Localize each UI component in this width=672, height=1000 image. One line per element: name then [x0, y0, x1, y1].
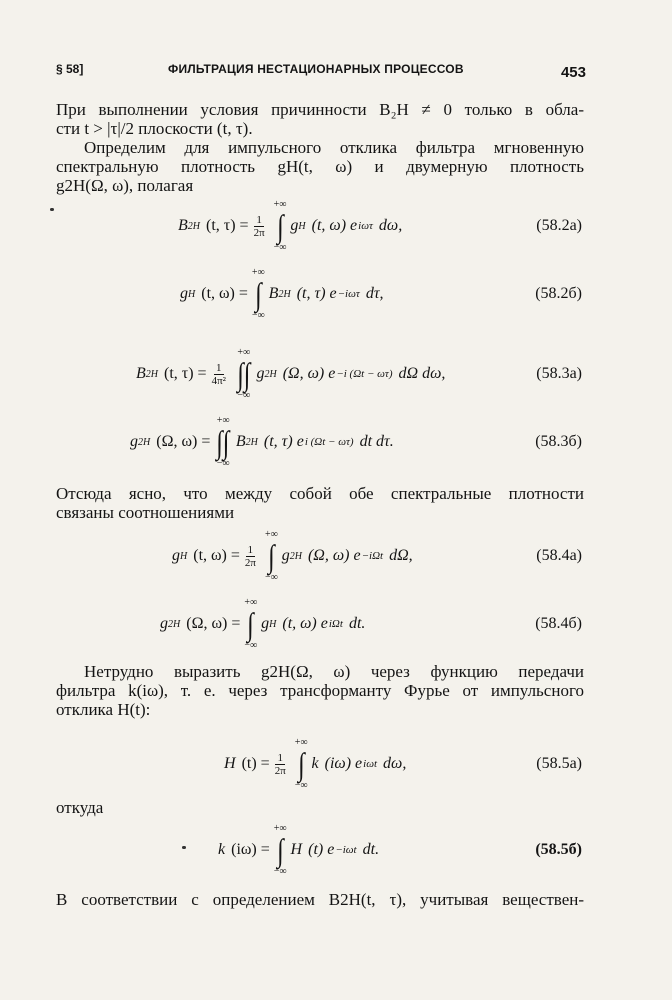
equation-number: (58.2а)	[536, 217, 582, 234]
text-line: При выполнении условия причинности B₂H ≠ 0 только в обла-	[56, 100, 584, 119]
equation-58-4b: g 2H (Ω, ω) = +∞ ∫ −∞ g H (t, ω) e iΩt dt. (58.4б)	[160, 597, 582, 651]
text-line: спектральную плотность gH(t, ω) и двумерную плотность	[56, 157, 584, 176]
text-line: отклика H(t):	[56, 700, 151, 719]
equation-58-5b: k (iω) = +∞ ∫ −∞ H (t) e −iωt dt. (58.5б)	[218, 823, 582, 877]
paragraph-definitions	[56, 138, 584, 195]
text-line: Отсюда ясно, что между собой обе спектральные плотности	[56, 484, 584, 503]
chapter-title: ФИЛЬТРАЦИЯ НЕСТАЦИОНАРНЫХ ПРОЦЕССОВ	[168, 62, 464, 76]
text-line: откуда	[56, 798, 104, 817]
text-line: В соответствии с определением B2H(t, τ), учитывая веществен-	[56, 890, 584, 909]
paragraph-definition-continuation	[56, 890, 584, 909]
text-line: связаны соотношениями	[56, 503, 235, 522]
equation-number: (58.4б)	[535, 615, 582, 632]
text-line: сти t > |τ|/2 плоскости (t, τ).	[56, 119, 253, 138]
equation-number: (58.5а)	[536, 755, 582, 772]
equation-number: (58.5б)	[535, 841, 582, 858]
equation-58-4a: g H (t, ω) = $\frac{1}{2\pi}$ +∞ ∫ −∞ g 2H (Ω, ω) e −iΩt dΩ, (58.4а)	[172, 529, 582, 583]
equation-58-5a: H (t) = $\frac{1}{2\pi}$ +∞ ∫ −∞ k (iω) e iωt dω, (58.5а)	[224, 737, 582, 791]
equation-58-2b: g H (t, ω) = +∞ ∫ −∞ B 2H (t, τ) e −iωτ dτ, (58.2б)	[180, 267, 582, 321]
text-line: g2H(Ω, ω), полагая	[56, 176, 194, 195]
equation-58-2a: B 2H (t, τ) = $\frac{1}{2\pi}$ +∞ ∫ −∞ g H (t, ω) e iωτ dω, (58.2а)	[178, 199, 582, 253]
equation-58-3b: g 2H (Ω, ω) = +∞ ∫∫ −∞ B 2H (t, τ) e i (Ωt − ωτ) dt dτ. (58.3б)	[130, 415, 582, 469]
text-line: Нетрудно выразить g2H(Ω, ω) через функцию передачи	[84, 662, 584, 681]
text-line: фильтра k(iω), т. е. через трансформанту Фурье от импульсного	[56, 681, 584, 700]
equation-number: (58.4а)	[536, 547, 582, 564]
section-marker: § 58]	[56, 62, 84, 76]
paragraph-whence	[56, 798, 584, 817]
text-line: Определим для импульсного отклика фильтра мгновенную	[84, 138, 584, 157]
equation-number: (58.3б)	[535, 433, 582, 450]
equation-58-3a: B 2H (t, τ) = $\frac{1}{\text{4π²}}$ +∞ ∫∫ −∞ g 2H (Ω, ω) e −i (Ωt − ωτ) dΩ dω, (58.3а)	[136, 347, 582, 401]
equation-number: (58.2б)	[535, 285, 582, 302]
paragraph-causality	[56, 100, 584, 138]
print-speck	[50, 208, 54, 211]
page-number: 453	[560, 64, 586, 81]
paragraph-relations	[56, 484, 584, 522]
running-head	[56, 62, 586, 82]
paragraph-transfer-function	[56, 662, 584, 719]
equation-number: (58.3а)	[536, 365, 582, 382]
